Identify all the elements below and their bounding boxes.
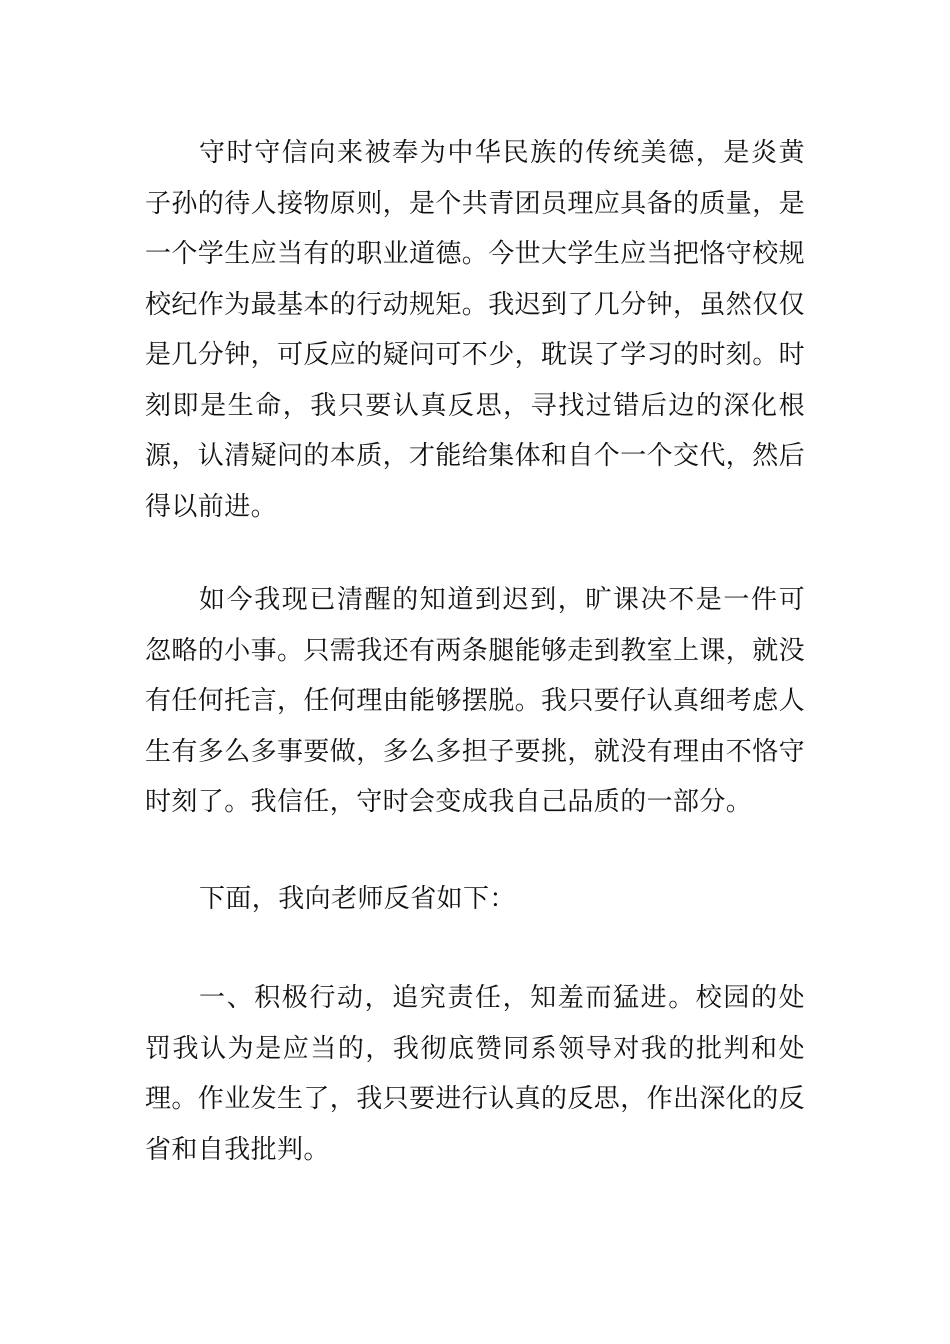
paragraph-reflection-intro: 下面，我向老师反省如下：: [199, 884, 516, 914]
paragraph-punctuality-virtue: 守时守信向来被奉为中华民族的传统美德，是炎黄子孙的待人接物原则，是个共青团员理应具备的质量，是一个学生应当有的职业道德。今世大学生应当把恪守校规校纪作为最基本的行动规矩。我迟到了几分钟，虽然仅仅是几分钟，可反应的疑问可不少，耽误了学习的时刻。时刻即是生命，我只要认真反思，寻找过错后边的深化根源，认清疑问的本质，才能给集体和自个一个交代，然后得以前进。: [145, 138, 806, 522]
paragraph-lateness-awareness: 如今我现已清醒的知道到迟到，旷课决不是一件可忽略的小事。只需我还有两条腿能够走到教室上课，就没有任何托言，任何理由能够摆脱。我只要仔认真细考虑人生有多么多事要做，多么多担子要挑，就没有理由不恪守时刻了。我信任，守时会变成我自己品质的一部分。: [145, 585, 806, 817]
paragraph-point-one: 一、积极行动，追究责任，知羞而猛进。校园的处罚我认为是应当的，我彻底赞同系领导对我的批判和处理。作业发生了，我只要进行认真的反思，作出深化的反省和自我批判。: [145, 983, 806, 1165]
